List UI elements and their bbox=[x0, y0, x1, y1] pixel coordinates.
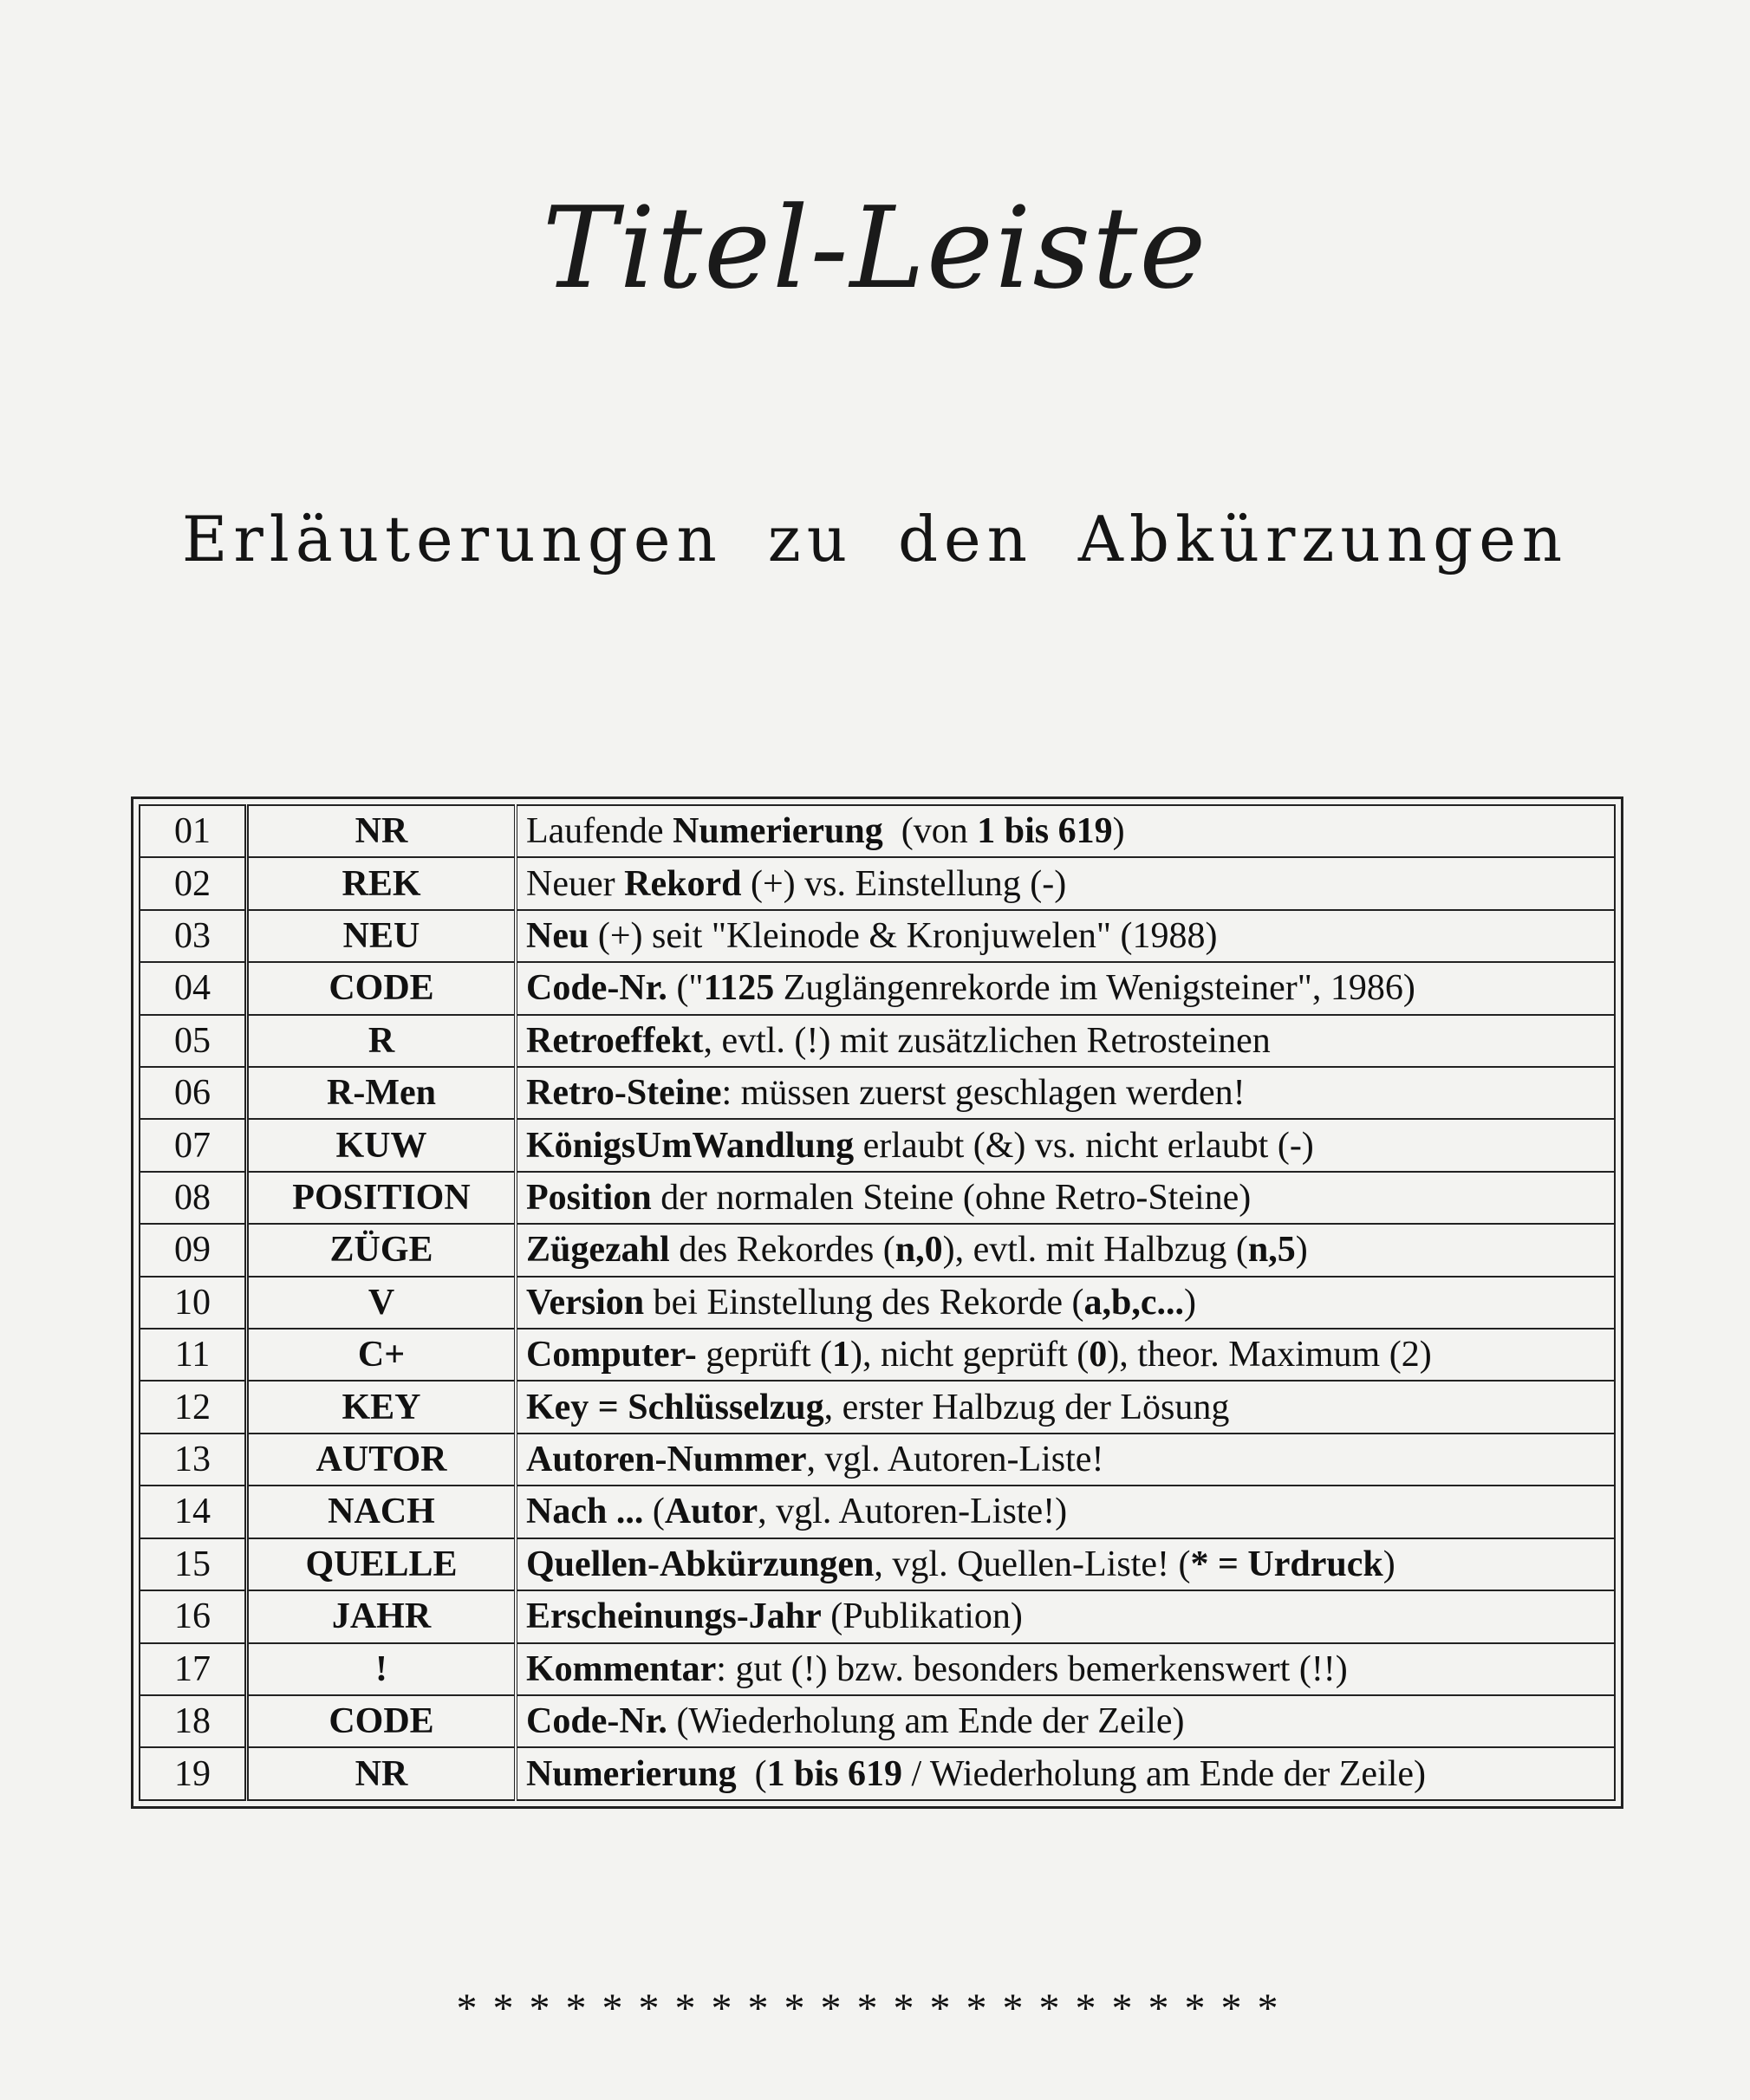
table-row bbox=[140, 1434, 1615, 1486]
table-row bbox=[140, 1695, 1615, 1747]
table-row bbox=[140, 1119, 1615, 1171]
description-text-part: ( bbox=[736, 1753, 767, 1794]
row-description bbox=[516, 1486, 1615, 1538]
row-abbreviation: REK bbox=[247, 857, 517, 909]
description-text-part: (von bbox=[882, 811, 978, 852]
description-bold-part: Code-Nr. bbox=[526, 968, 667, 1009]
row-number: 16 bbox=[140, 1590, 247, 1642]
row-description bbox=[516, 1538, 1615, 1590]
description-bold-part: n,5 bbox=[1247, 1230, 1296, 1271]
description-text-part: (+) seit "Kleinode & Kronjuwelen" (1988) bbox=[589, 916, 1218, 957]
abbreviations-table-frame bbox=[131, 796, 1623, 1809]
description-bold-part: n,0 bbox=[895, 1230, 943, 1271]
description-bold-part: Code-Nr. bbox=[526, 1701, 667, 1742]
abbreviations-table-body bbox=[140, 805, 1615, 1800]
description-text-part: bei Einstellung des Rekorde ( bbox=[644, 1282, 1084, 1323]
description-bold-part: a,b,c... bbox=[1083, 1282, 1185, 1323]
row-description bbox=[516, 910, 1615, 962]
description-bold-part: Zügezahl bbox=[526, 1230, 670, 1271]
description-bold-part: * = Urdruck bbox=[1190, 1544, 1383, 1584]
page-title: Titel-Leiste bbox=[542, 182, 1208, 314]
row-description bbox=[516, 1119, 1615, 1171]
row-number: 17 bbox=[140, 1643, 247, 1695]
table-row bbox=[140, 805, 1615, 857]
row-description bbox=[516, 1695, 1615, 1747]
row-abbreviation: ZÜGE bbox=[247, 1224, 517, 1276]
row-abbreviation: CODE bbox=[247, 1695, 517, 1747]
row-abbreviation: CODE bbox=[247, 962, 517, 1014]
footer-stars: *********************** bbox=[456, 1986, 1294, 2032]
row-abbreviation: NEU bbox=[247, 910, 517, 962]
description-text-part: Laufende bbox=[526, 811, 673, 852]
description-text-part: Neuer bbox=[526, 863, 625, 904]
table-row bbox=[140, 962, 1615, 1014]
row-abbreviation: ! bbox=[247, 1643, 517, 1695]
description-text-part: Zuglängenrekorde im Wenigsteiner", 1986) bbox=[774, 968, 1415, 1009]
row-number: 03 bbox=[140, 910, 247, 962]
description-text-part: (Wiederholung am Ende der Zeile) bbox=[667, 1701, 1185, 1742]
table-row bbox=[140, 1643, 1615, 1695]
description-bold-part: Numerierung bbox=[673, 811, 883, 852]
row-number: 15 bbox=[140, 1538, 247, 1590]
row-number: 11 bbox=[140, 1329, 247, 1381]
row-description bbox=[516, 1224, 1615, 1276]
description-text-part: , erster Halbzug der Lösung bbox=[823, 1387, 1230, 1427]
abbreviations-table bbox=[139, 804, 1616, 1801]
description-text-part: ) bbox=[1382, 1544, 1395, 1584]
description-text-part: (Publikation) bbox=[821, 1596, 1023, 1637]
description-text-part: ), nicht geprüft ( bbox=[850, 1335, 1090, 1375]
row-number: 07 bbox=[140, 1119, 247, 1171]
description-text-part: der normalen Steine (ohne Retro-Steine) bbox=[651, 1178, 1252, 1219]
row-description bbox=[516, 1015, 1615, 1067]
row-number: 18 bbox=[140, 1695, 247, 1747]
description-text-part: des Rekordes ( bbox=[669, 1230, 895, 1271]
row-description bbox=[516, 1590, 1615, 1642]
description-bold-part: 1 bis 619 bbox=[766, 1753, 903, 1794]
row-number: 10 bbox=[140, 1277, 247, 1329]
table-row bbox=[140, 1747, 1615, 1800]
row-description bbox=[516, 1381, 1615, 1433]
table-row bbox=[140, 1538, 1615, 1590]
description-bold-part: Retro-Steine bbox=[526, 1073, 722, 1114]
row-abbreviation: NR bbox=[247, 805, 517, 857]
description-bold-part: Position bbox=[526, 1178, 652, 1219]
table-row bbox=[140, 1067, 1615, 1119]
description-text-part: ), evtl. mit Halbzug ( bbox=[942, 1230, 1248, 1271]
row-number: 19 bbox=[140, 1747, 247, 1800]
table-row bbox=[140, 1172, 1615, 1224]
description-bold-part: Erscheinungs-Jahr bbox=[526, 1596, 822, 1637]
row-description bbox=[516, 1067, 1615, 1119]
description-text-part: : müssen zuerst geschlagen werden! bbox=[721, 1073, 1246, 1114]
description-bold-part: Version bbox=[526, 1282, 645, 1323]
table-row bbox=[140, 1015, 1615, 1067]
table-row bbox=[140, 910, 1615, 962]
page-subtitle: Erläuterungen zu den Abkürzungen bbox=[181, 503, 1569, 575]
description-text-part: ), theor. Maximum (2) bbox=[1107, 1335, 1432, 1375]
description-text-part: ) bbox=[1184, 1282, 1197, 1323]
description-bold-part: Autoren-Nummer bbox=[526, 1440, 807, 1480]
description-bold-part: KönigsUmWandlung bbox=[526, 1125, 855, 1166]
row-description bbox=[516, 1434, 1615, 1486]
row-abbreviation: JAHR bbox=[247, 1590, 517, 1642]
table-row bbox=[140, 1486, 1615, 1538]
description-text-part: geprüft ( bbox=[696, 1335, 833, 1375]
description-bold-part: Neu bbox=[526, 916, 589, 957]
description-text-part: ( bbox=[643, 1492, 665, 1532]
table-row bbox=[140, 1277, 1615, 1329]
description-bold-part: Kommentar bbox=[526, 1648, 717, 1689]
table-row bbox=[140, 1381, 1615, 1433]
row-abbreviation: R bbox=[247, 1015, 517, 1067]
description-text-part: / Wiederholung am Ende der Zeile) bbox=[902, 1753, 1426, 1794]
description-text-part: , vgl. Autoren-Liste! bbox=[806, 1440, 1104, 1480]
description-text-part: (+) vs. Einstellung (-) bbox=[741, 863, 1067, 904]
description-text-part: (" bbox=[667, 968, 704, 1009]
description-text-part: , vgl. Quellen-Liste! ( bbox=[874, 1544, 1191, 1584]
description-bold-part: Retroeffekt bbox=[526, 1020, 704, 1061]
description-text-part: erlaubt (&) vs. nicht erlaubt (-) bbox=[854, 1125, 1314, 1166]
row-description bbox=[516, 857, 1615, 909]
description-bold-part: 0 bbox=[1089, 1335, 1108, 1375]
description-text-part: : gut (!) bzw. besonders bemerkenswert (!!) bbox=[716, 1648, 1348, 1689]
row-abbreviation: V bbox=[247, 1277, 517, 1329]
row-number: 13 bbox=[140, 1434, 247, 1486]
row-number: 05 bbox=[140, 1015, 247, 1067]
description-bold-part: 1 bbox=[832, 1335, 851, 1375]
row-number: 01 bbox=[140, 805, 247, 857]
description-text-part: , evtl. (!) mit zusätzlichen Retrosteinen bbox=[703, 1020, 1271, 1061]
row-abbreviation: POSITION bbox=[247, 1172, 517, 1224]
description-bold-part: Nach ... bbox=[526, 1492, 644, 1532]
row-description bbox=[516, 1172, 1615, 1224]
table-row bbox=[140, 1329, 1615, 1381]
row-number: 04 bbox=[140, 962, 247, 1014]
row-abbreviation: AUTOR bbox=[247, 1434, 517, 1486]
row-description bbox=[516, 805, 1615, 857]
row-abbreviation: KEY bbox=[247, 1381, 517, 1433]
description-bold-part: Quellen-Abkürzungen bbox=[526, 1544, 875, 1584]
row-number: 02 bbox=[140, 857, 247, 909]
row-number: 06 bbox=[140, 1067, 247, 1119]
description-bold-part: 1 bis 619 bbox=[977, 811, 1113, 852]
description-bold-part: Numerierung bbox=[526, 1753, 737, 1794]
table-row bbox=[140, 1224, 1615, 1276]
description-bold-part: 1125 bbox=[703, 968, 775, 1009]
description-text-part: ) bbox=[1295, 1230, 1308, 1271]
row-number: 14 bbox=[140, 1486, 247, 1538]
row-description bbox=[516, 1643, 1615, 1695]
row-abbreviation: QUELLE bbox=[247, 1538, 517, 1590]
description-bold-part: Computer- bbox=[526, 1335, 697, 1375]
row-abbreviation: NACH bbox=[247, 1486, 517, 1538]
row-description bbox=[516, 962, 1615, 1014]
table-row bbox=[140, 1590, 1615, 1642]
row-abbreviation: KUW bbox=[247, 1119, 517, 1171]
description-bold-part: Key = Schlüsselzug bbox=[526, 1387, 824, 1427]
row-number: 08 bbox=[140, 1172, 247, 1224]
row-abbreviation: R-Men bbox=[247, 1067, 517, 1119]
row-description bbox=[516, 1277, 1615, 1329]
description-text-part: ) bbox=[1112, 811, 1125, 852]
table-row bbox=[140, 857, 1615, 909]
row-number: 12 bbox=[140, 1381, 247, 1433]
description-bold-part: Autor bbox=[664, 1492, 758, 1532]
row-abbreviation: NR bbox=[247, 1747, 517, 1800]
description-text-part: , vgl. Autoren-Liste!) bbox=[758, 1492, 1068, 1532]
row-description bbox=[516, 1329, 1615, 1381]
row-abbreviation: C+ bbox=[247, 1329, 517, 1381]
row-number: 09 bbox=[140, 1224, 247, 1276]
description-bold-part: Rekord bbox=[624, 863, 742, 904]
row-description bbox=[516, 1747, 1615, 1800]
